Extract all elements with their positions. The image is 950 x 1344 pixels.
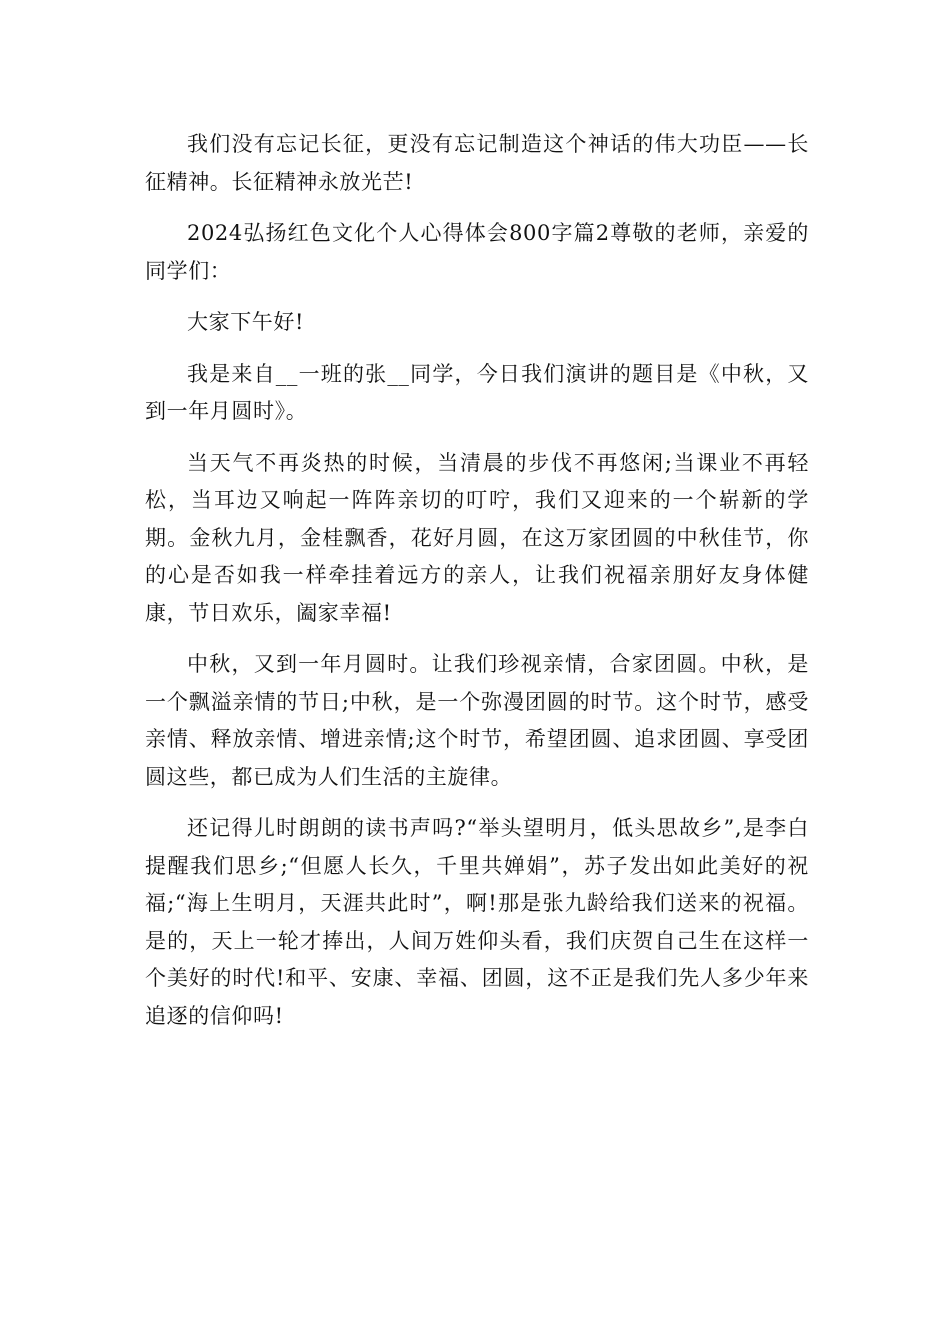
paragraph-greeting: 大家下午好! — [187, 310, 305, 334]
paragraph-poems: 还记得儿时朗朗的读书声吗?“举头望明月，低头思故乡”,是李白提醒我们思乡;“但愿人长久，千里共婵娟”，苏子发出如此美好的祝福;“海上生明月，天涯共此时”，啊!那是张九龄给我们送来的祝福。是的，天上一轮才捧出，人间万姓仰头看，我们庆贺自己生在这样一个美好的时代!和平、安康、幸福、团圆，这不正是我们先人多少年来追逐的信仰吗! — [145, 816, 809, 1028]
paragraph-speech-intro: 我是来自__一班的张__同学，今日我们演讲的题目是《中秋，又到一年月圆时》。 — [145, 361, 809, 423]
paragraph-mid-autumn: 中秋，又到一年月圆时。让我们珍视亲情，合家团圆。中秋，是一个飘溢亲情的节日;中秋，是一个弥漫团圆的时节。这个时节，感受亲情、释放亲情、增进亲情;这个时节，希望团圆、追求团圆、享受团圆这些，都已成为人们生活的主旋律。 — [145, 652, 809, 789]
paragraph-essay-heading: 2024弘扬红色文化个人心得体会800字篇2尊敬的老师，亲爱的同学们： — [145, 221, 809, 283]
paragraph-long-march: 我们没有忘记长征，更没有忘记制造这个神话的伟大功臣——长征精神。长征精神永放光芒! — [145, 132, 809, 194]
paragraph-autumn-semester: 当天气不再炎热的时候，当清晨的步伐不再悠闲;当课业不再轻松，当耳边又响起一阵阵亲切的叮咛，我们又迎来的一个崭新的学期。金秋九月，金桂飘香，花好月圆，在这万家团圆的中秋佳节，你的心是否如我一样牵挂着远方的亲人，让我们祝福亲朋好友身体健康，节日欢乐，阖家幸福! — [145, 450, 809, 625]
document-body — [145, 126, 809, 1049]
